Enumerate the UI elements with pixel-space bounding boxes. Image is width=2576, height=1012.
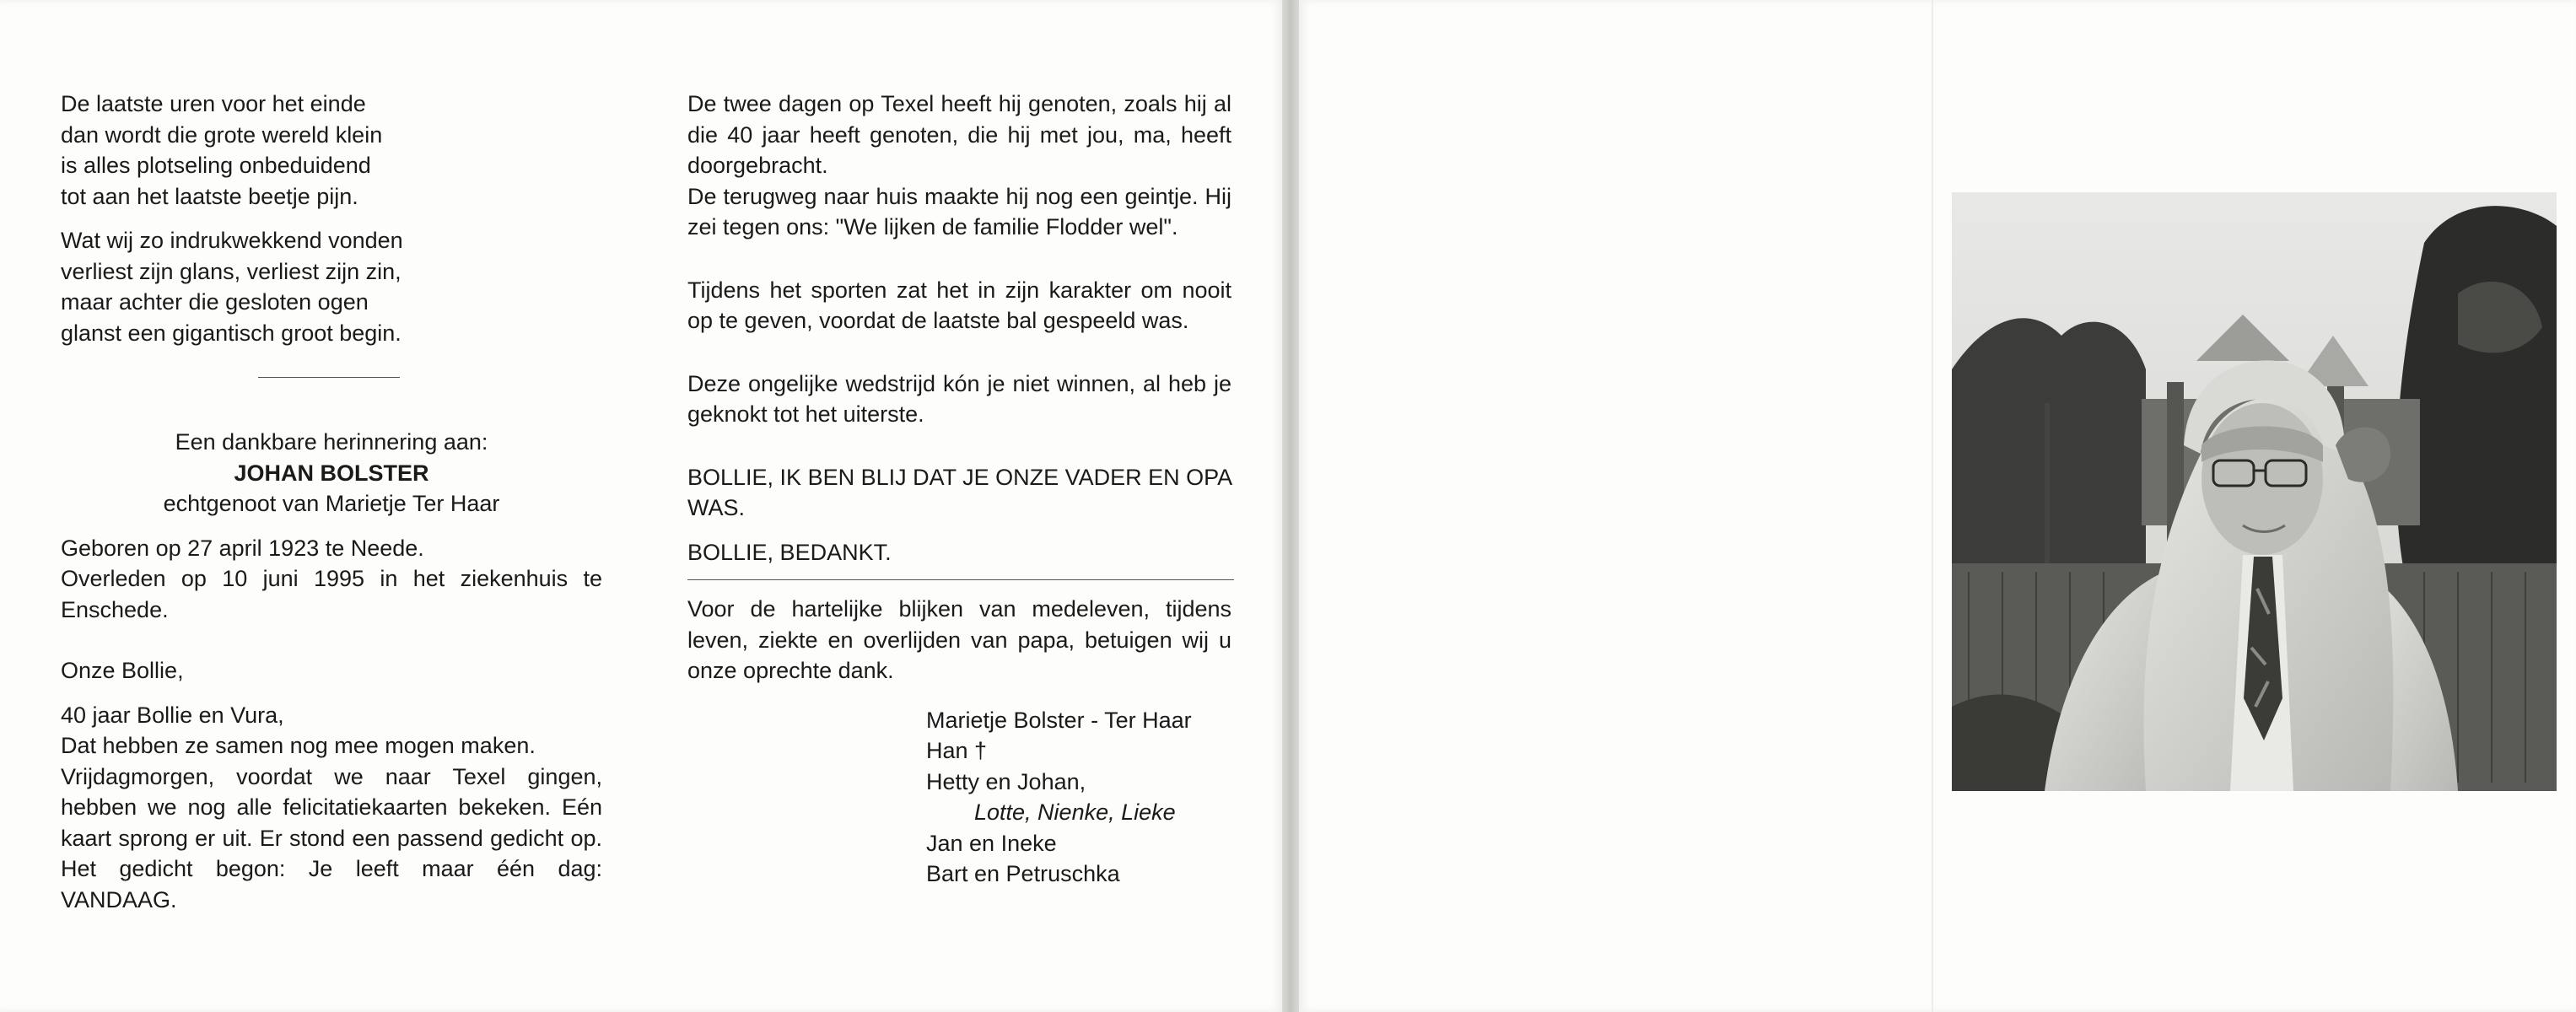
- poem-line: tot aan het laatste beetje pijn.: [61, 183, 358, 209]
- poem-line: verliest zijn glans, verliest zijn zin,: [61, 258, 401, 284]
- letter-greeting: Onze Bollie,: [61, 658, 184, 683]
- poem-line: De laatste uren voor het einde: [61, 91, 366, 116]
- letter-line-2: Dat hebben ze samen nog mee mogen maken.: [61, 733, 536, 758]
- birth-line: Geboren op 27 april 1923 te Neede.: [61, 535, 424, 561]
- poem-stanza-2: [61, 225, 602, 348]
- card-spine-gutter: [1282, 0, 1299, 1012]
- closing-line-1: BOLLIE, IK BEN BLIJ DAT JE ONZE VADER EN OPA WAS.: [687, 464, 1231, 520]
- card-inner-left-page: [0, 0, 1282, 1012]
- poem-line: dan wordt die grote wereld klein: [61, 121, 383, 148]
- letter-line-1: 40 jaar Bollie en Vura,: [61, 702, 284, 728]
- letter-paragraph-3: De terugweg naar huis maakte hij nog een geintje. Hij zei tegen ons: "We lijken de familie Flodder wel".: [687, 183, 1231, 240]
- signature-line: Bart en Petruschka: [926, 861, 1120, 886]
- signature-line: Han †: [926, 738, 988, 763]
- letter-paragraph-4: Tijdens het sporten zat het in zijn karakter om nooit op te geven, voordat de laatste bal gespeeld was.: [687, 277, 1231, 333]
- portrait-photo: [1952, 192, 2557, 791]
- closing-line-2: BOLLIE, BEDANKT.: [687, 539, 892, 565]
- spouse-line: echtgenoot van Marietje Ter Haar: [163, 491, 500, 516]
- signature-line-grandchildren: Lotte, Nienke, Lieke: [974, 799, 1176, 825]
- poem-divider: [258, 377, 400, 378]
- thanks-divider: [687, 579, 1234, 580]
- signature-list: [926, 705, 1231, 890]
- middle-column: [687, 89, 1231, 890]
- death-line: Overleden op 10 juni 1995 in het ziekenhuis te Enschede.: [61, 566, 602, 622]
- signature-line: Marietje Bolster - Ter Haar: [926, 707, 1192, 733]
- signature-line: Jan en Ineke: [926, 830, 1057, 856]
- letter-paragraph-5: Deze ongelijke wedstrijd kón je niet winnen, al heb je geknokt tot het uiterste.: [687, 370, 1231, 427]
- poem-line: is alles plotseling onbeduidend: [61, 153, 371, 178]
- poem-stanza-1: [61, 89, 602, 212]
- poem-line: Wat wij zo indrukwekkend vonden: [61, 228, 403, 253]
- signature-line: Hetty en Johan,: [926, 768, 1086, 794]
- letter-paragraph-1: Vrijdagmorgen, voordat we naar Texel gingen, hebben we nog alle felicitatiekaarten bekeken. Eén kaart sprong er uit. Er stond een passend gedicht op. Het gedicht begon: Je leeft maar één dag: VANDAAG.: [61, 763, 602, 912]
- left-column: [61, 89, 602, 915]
- letter-paragraph-2: De twee dagen op Texel heeft hij genoten, zoals hij al die 40 jaar heeft genoten, die hij met jou, ma, heeft doorgebracht.: [687, 91, 1231, 178]
- poem-line: glanst een gigantisch groot begin.: [61, 320, 401, 346]
- poem-line: maar achter die gesloten ogen: [61, 289, 369, 315]
- deceased-name: JOHAN BOLSTER: [234, 460, 429, 486]
- memorial-intro: Een dankbare herinnering aan:: [175, 429, 488, 455]
- card-fold-line: [1932, 0, 1933, 1012]
- thanks-text: Voor de hartelijke blijken van medeleven, tijdens leven, ziekte en overlijden van papa, betuigen wij u onze oprechte dank.: [687, 596, 1231, 683]
